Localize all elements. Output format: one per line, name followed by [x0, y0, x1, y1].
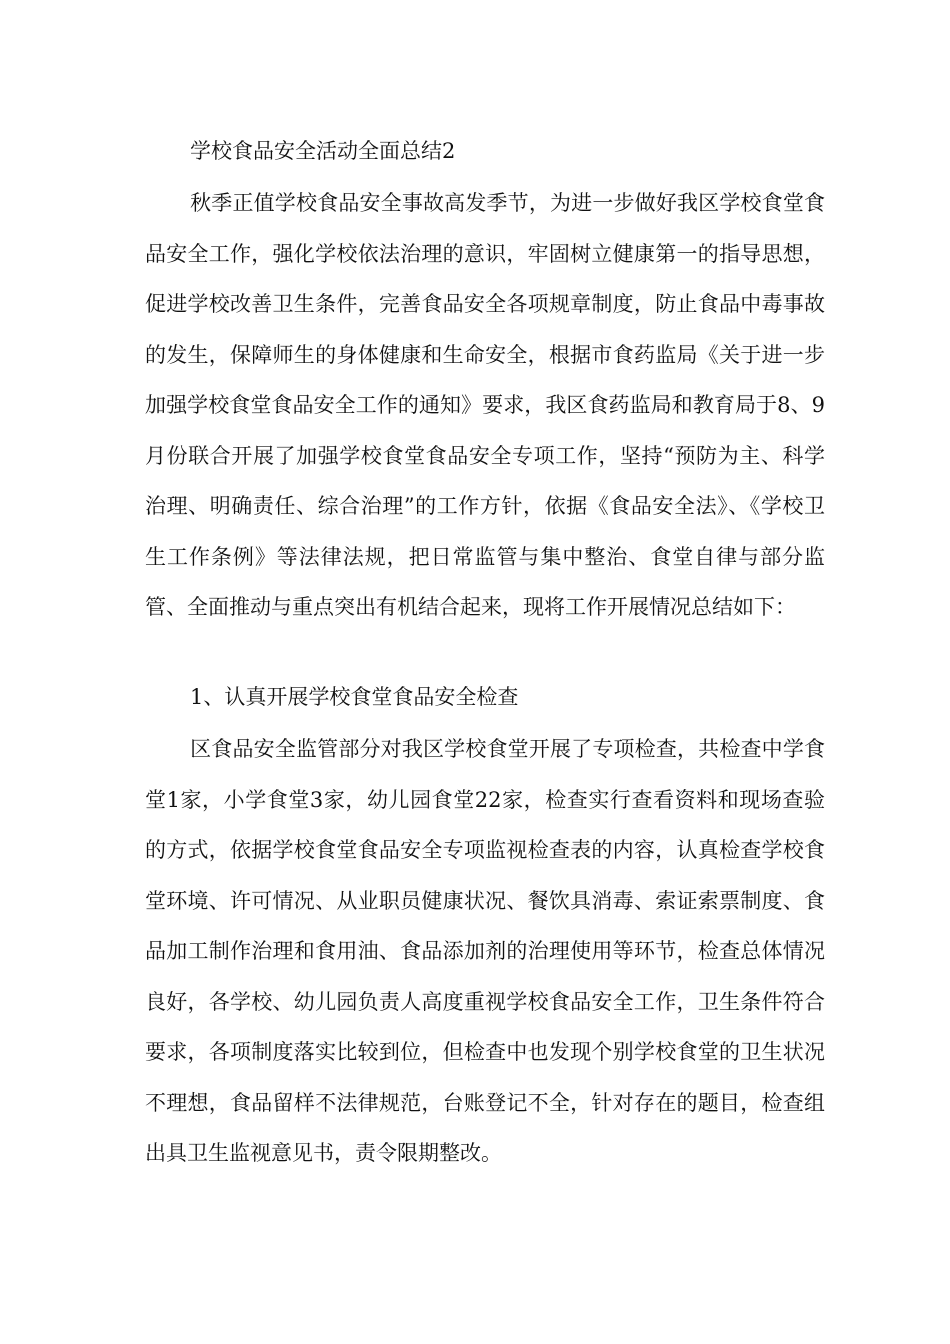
paragraph-inspection: 区食品安全监管部分对我区学校食堂开展了专项检查，共检查中学食堂1家，小学食堂3家，幼儿园食堂22家，检查实行查看资料和现场查验的方式，依据学校食堂食品安全专项监视检查表的内容，认真检查学校食堂环境、许可情况、从业职员健康状况、餐饮具消毒、索证索票制度、食品加工制作治理和食用油、食品添加剂的治理使用等环节，检查总体情况良好，各学校、幼儿园负责人高度重视学校食品安全工作，卫生条件符合要求，各项制度落实比较到位，但检查中也发现个别学校食堂的卫生状况不理想，食品留样不法律规范，台账登记不全，针对存在的题目，检查组出具卫生监视意见书，责令限期整改。	[145, 737, 825, 1165]
paragraph-intro: 秋季正值学校食品安全事故高发季节，为进一步做好我区学校食堂食品安全工作，强化学校依法治理的意识，牢固树立健康第一的指导思想，促进学校改善卫生条件，完善食品安全各项规章制度，防止食品中毒事故的发生，保障师生的身体健康和生命安全，根据市食药监局《关于进一步加强学校食堂食品安全工作的通知》要求，我区食药监局和教育局于8、9月份联合开展了加强学校食堂食品安全专项工作，坚持“预防为主、科学治理、明确责任、综合治理”的工作方针，依据《食品安全法》、《学校卫生工作条例》等法律法规，把日常监管与集中整治、食堂自律与部分监管、全面推动与重点突出有机结合起来，现将工作开展情况总结如下：	[145, 191, 825, 619]
document-title: 学校食品安全活动全面总结2	[190, 139, 456, 163]
section-heading-1: 1、认真开展学校食堂食品安全检查	[190, 685, 519, 709]
